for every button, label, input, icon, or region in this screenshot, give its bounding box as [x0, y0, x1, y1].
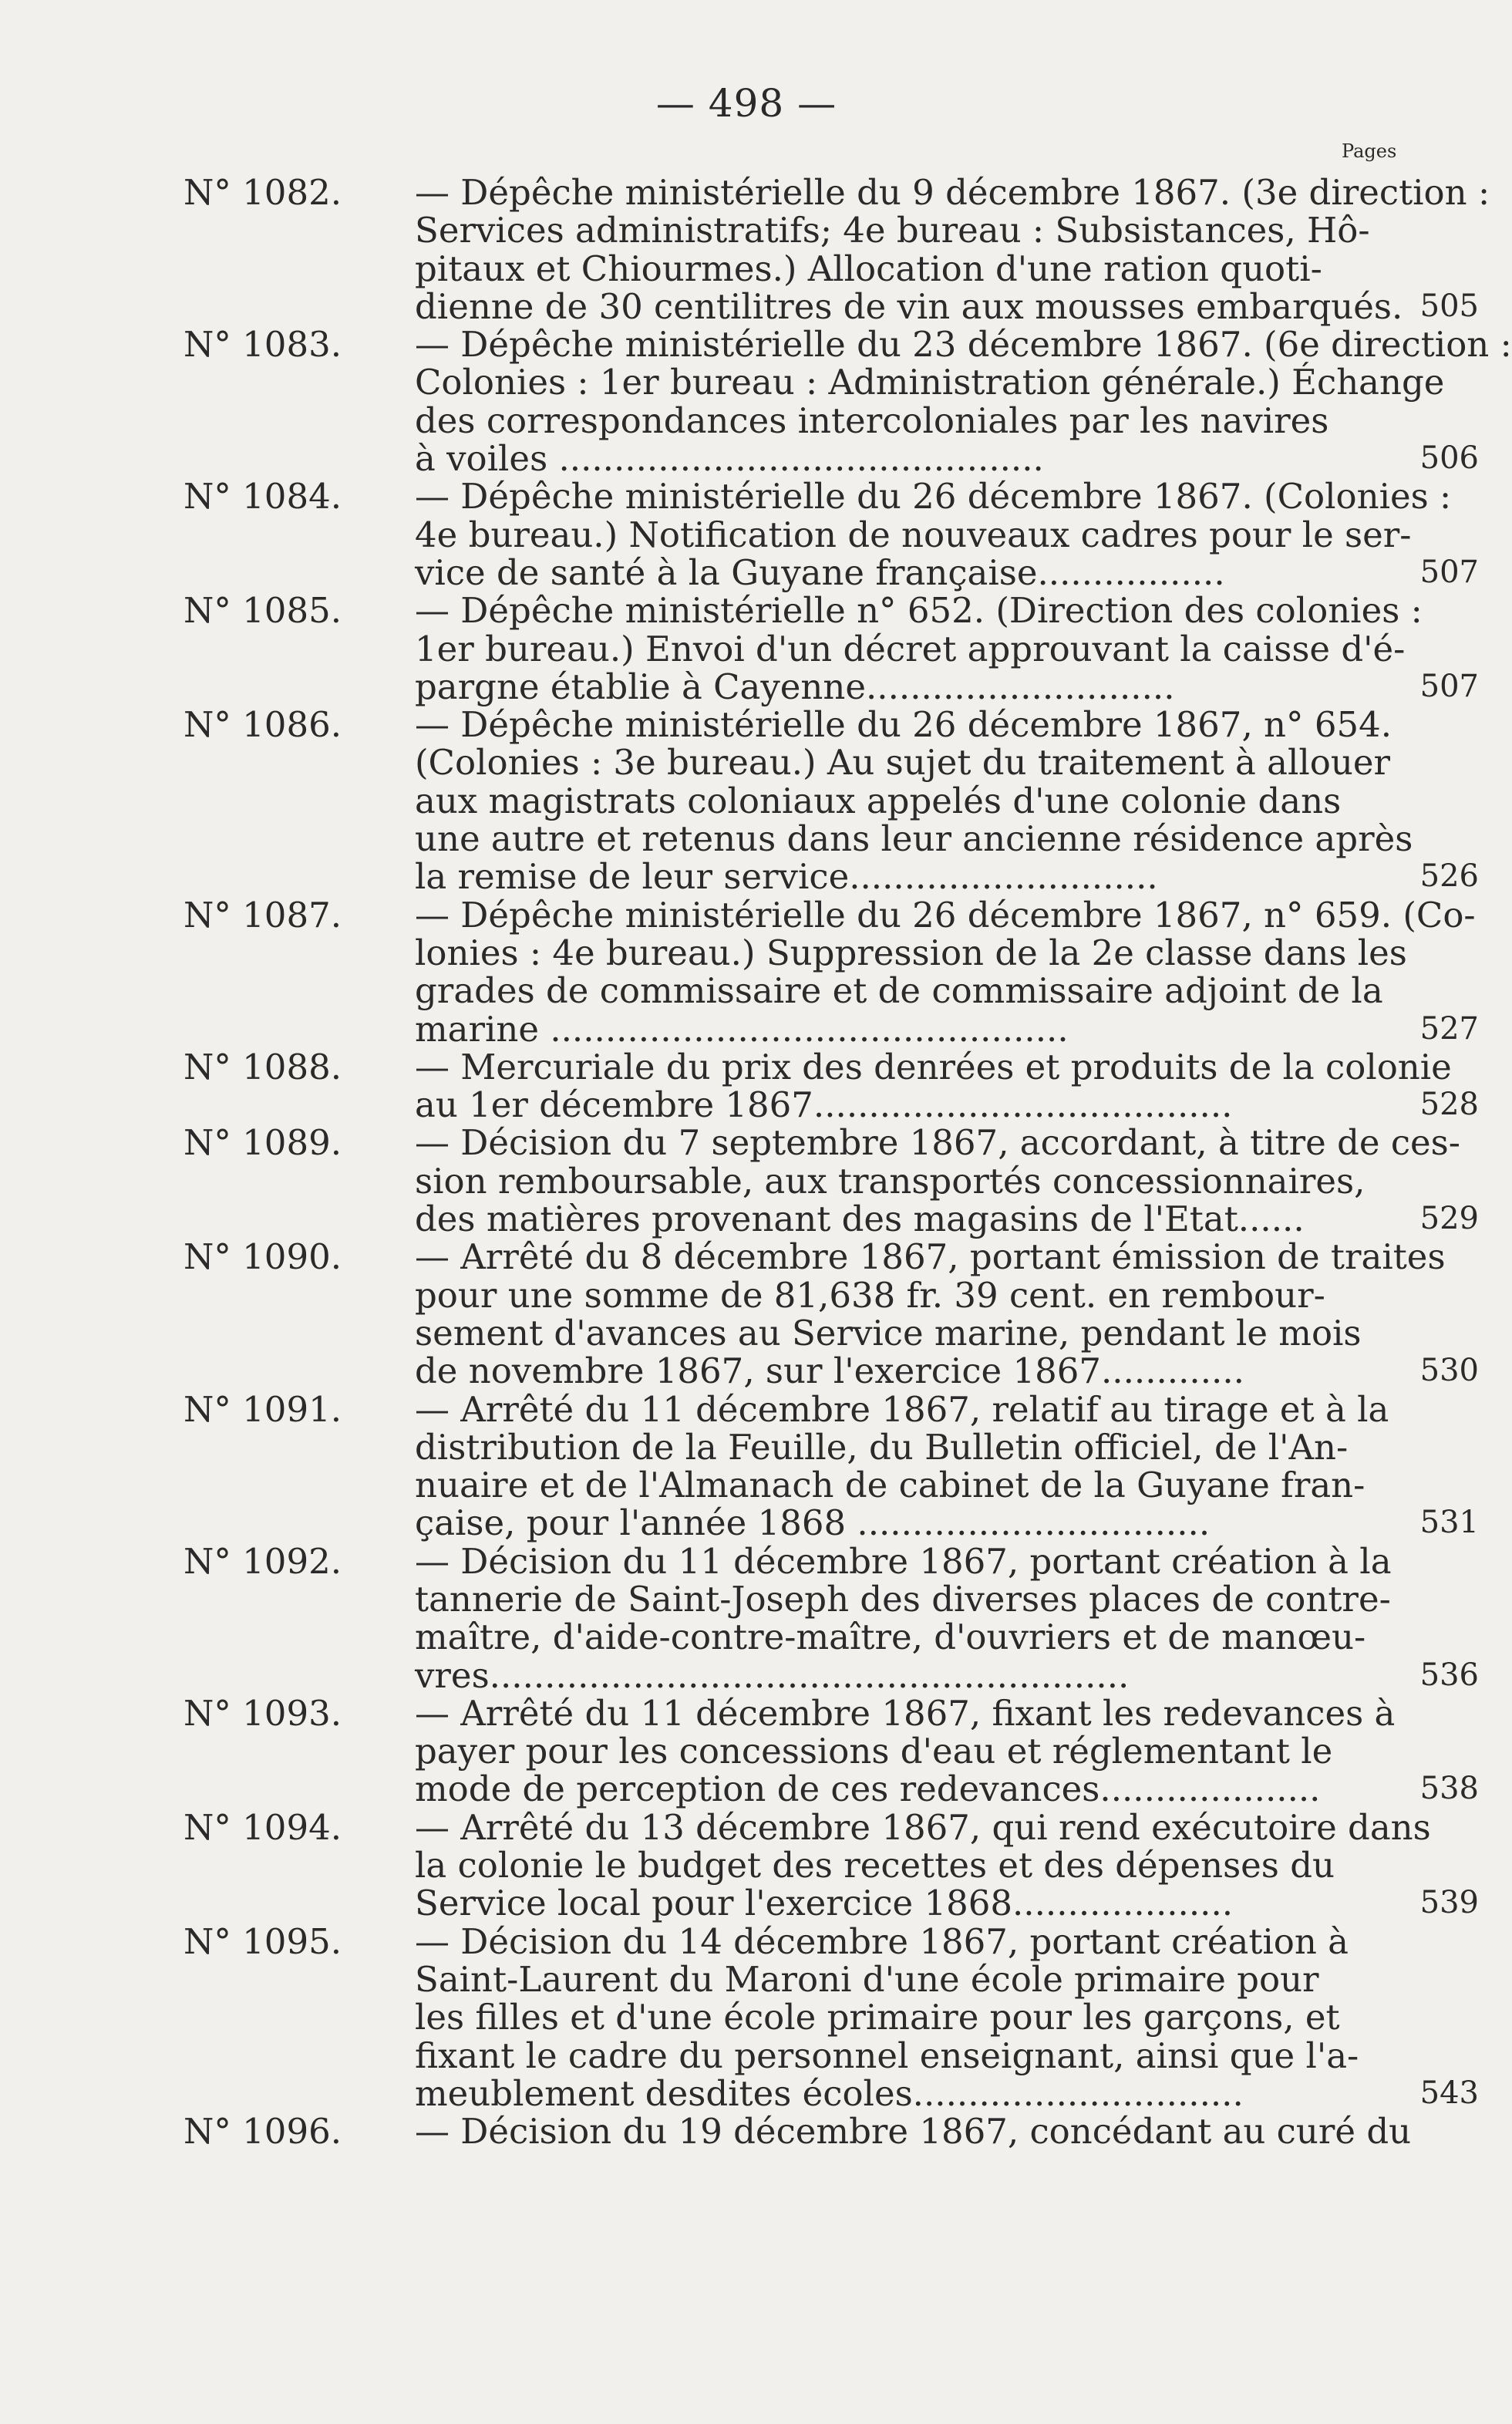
entry-item [184, 476, 1479, 593]
entry-page-reference: 506 [1419, 440, 1479, 477]
entry-text: grades de commissaire et de commissaire adjoint de la [415, 970, 1383, 1012]
entry-page-reference: 531 [1419, 1505, 1479, 1541]
entry-line [184, 2111, 1412, 2153]
entry-line [184, 856, 1386, 898]
entry-number: N° 1089. [184, 1122, 342, 1164]
entry-line [184, 628, 1406, 669]
entry-text: meublement desdites écoles.............................. [415, 2072, 1244, 2114]
entry-line [184, 1010, 1386, 1048]
entry-line [184, 1920, 1386, 1962]
entry-number: N° 1090. [184, 1236, 342, 1278]
entry-text: Service local pour l'exercice 1868.................... [415, 1883, 1234, 1924]
entry-page-reference: 543 [1419, 2075, 1479, 2111]
entry-page-reference: 507 [1419, 668, 1479, 704]
entry-line [184, 668, 1386, 706]
entry-text: Colonies : 1er bureau : Administration générale.) Échange [415, 362, 1445, 403]
entry-line [184, 1846, 1386, 1884]
entry-line [184, 1122, 1460, 1164]
pages-column-label: Pages [1342, 140, 1397, 162]
entry-line [184, 438, 1386, 480]
entry-text: la remise de leur service............................ [415, 856, 1158, 898]
entry-text: — Décision du 7 septembre 1867, accordant, à titre de ces- [415, 1122, 1460, 1164]
entry-number: N° 1088. [184, 1046, 342, 1087]
entry-line [184, 476, 1452, 518]
entry-item [184, 590, 1479, 707]
entry-item [184, 1236, 1479, 1392]
entry-number: N° 1091. [184, 1388, 342, 1430]
entry-text: — Dépêche ministérielle du 23 décembre 1867. (6e direction : [415, 324, 1512, 366]
entry-text: (Colonies : 3e bureau.) Au sujet du traitement à allouer [415, 742, 1390, 784]
entry-line [184, 1046, 1452, 1087]
entry-line [184, 172, 1490, 213]
entry-text: à voiles ............................................ [415, 438, 1044, 480]
entry-page-reference: 505 [1419, 288, 1479, 324]
entry-text: sement d'avances au Service marine, pendant le mois [415, 1312, 1362, 1354]
entry-number: N° 1092. [184, 1540, 342, 1582]
entry-line [184, 1428, 1386, 1466]
entry-line [184, 894, 1476, 936]
entry-text: lonies : 4e bureau.) Suppression de la 2e classe dans les [415, 932, 1407, 973]
entry-line [184, 1770, 1386, 1808]
entry-line [184, 2072, 1386, 2114]
entry-text: pour une somme de 81,638 fr. 39 cent. en rembour- [415, 1274, 1325, 1316]
entry-line [184, 362, 1445, 403]
entry-number: N° 1086. [184, 704, 342, 746]
entry-text: distribution de la Feuille, du Bulletin officiel, de l'An- [415, 1426, 1349, 1468]
entry-text: çaise, pour l'année 1868 ................................ [415, 1502, 1211, 1544]
entry-text: pitaux et Chiourmes.) Allocation d'une ration quoti- [415, 248, 1322, 289]
entry-text: — Décision du 14 décembre 1867, portant création à [415, 1920, 1349, 1962]
entry-line [184, 972, 1386, 1010]
entry-text: maître, d'aide-contre-maître, d'ouvriers et de manœu- [415, 1617, 1366, 1658]
entry-line [184, 1200, 1386, 1238]
entry-text: de novembre 1867, sur l'exercice 1867............. [415, 1350, 1244, 1392]
entry-item [184, 1806, 1479, 1924]
entry-item [184, 1046, 1479, 1126]
entry-page-reference: 538 [1419, 1771, 1479, 1807]
entry-text: payer pour les concessions d'eau et réglementant le [415, 1731, 1333, 1772]
entry-text: — Décision du 19 décembre 1867, concédant au curé du [415, 2111, 1412, 2153]
entry-text: pargne établie à Cayenne............................ [415, 666, 1175, 707]
entry-page-reference: 527 [1419, 1010, 1479, 1047]
entry-number: N° 1096. [184, 2111, 342, 2153]
entry-line [184, 1884, 1386, 1922]
entry-text: 1er bureau.) Envoi d'un décret approuvant la caisse d'é- [415, 628, 1406, 669]
entry-text: marine ............................................... [415, 1008, 1069, 1050]
entry-number: N° 1087. [184, 894, 342, 936]
entry-line [184, 742, 1390, 784]
entry-page-reference: 529 [1419, 1201, 1479, 1237]
entry-text: — Dépêche ministérielle du 26 décembre 1867, n° 654. [415, 704, 1392, 746]
entry-text: — Dépêche ministérielle du 9 décembre 1867. (3e direction : [415, 172, 1490, 213]
entry-line [184, 1998, 1386, 2036]
entry-page-reference: 507 [1419, 554, 1479, 590]
entry-text: tannerie de Saint-Joseph des diverses places de contre- [415, 1578, 1391, 1620]
entry-line [184, 1618, 1386, 1656]
entry-text: aux magistrats coloniaux appelés d'une colonie dans [415, 780, 1342, 821]
entries-list [184, 172, 1512, 2153]
entry-text: sion remboursable, aux transportés concessionnaires, [415, 1160, 1366, 1202]
entry-text: — Dépêche ministérielle n° 652. (Direction des colonies : [415, 590, 1423, 632]
entry-line [184, 324, 1512, 366]
entry-item [184, 2111, 1412, 2153]
entry-item [184, 1122, 1479, 1240]
entry-line [184, 211, 1386, 249]
entry-line [184, 1692, 1396, 1734]
entry-text: — Dépêche ministérielle du 26 décembre 1867, n° 659. (Co- [415, 894, 1476, 936]
entry-text: vres.......................................................... [415, 1654, 1130, 1696]
entry-text: — Décision du 11 décembre 1867, portant création à la [415, 1540, 1392, 1582]
entry-item [184, 324, 1512, 480]
entry-text: 4e bureau.) Notification de nouveaux cadres pour le ser- [415, 514, 1412, 555]
entry-number: N° 1082. [184, 172, 342, 213]
entry-number: N° 1095. [184, 1920, 342, 1962]
entry-line [184, 1578, 1391, 1620]
entry-page-reference: 539 [1419, 1885, 1479, 1921]
entry-line [184, 1314, 1386, 1352]
entry-line [184, 402, 1386, 440]
entry-number: N° 1094. [184, 1806, 342, 1848]
entry-line [184, 1654, 1386, 1696]
entry-text: — Arrêté du 13 décembre 1867, qui rend exécutoire dans [415, 1806, 1431, 1848]
entry-line [184, 1162, 1386, 1200]
entry-text: — Arrêté du 11 décembre 1867, relatif au tirage et à la [415, 1388, 1389, 1430]
entry-line [184, 1466, 1386, 1504]
entry-line [184, 1388, 1389, 1430]
entry-page-reference: 536 [1419, 1657, 1479, 1693]
entry-page-reference: 526 [1419, 858, 1479, 895]
entry-text: — Mercuriale du prix des denrées et produits de la colonie [415, 1046, 1452, 1087]
entry-item [184, 894, 1479, 1050]
entry-line [184, 551, 1386, 593]
entry-item [184, 1692, 1479, 1810]
entry-text: — Arrêté du 11 décembre 1867, fixant les redevances à [415, 1692, 1396, 1734]
entry-line [184, 1806, 1431, 1848]
entry-text: fixant le cadre du personnel enseignant, ainsi que l'a- [415, 2035, 1359, 2076]
entry-line [184, 2037, 1386, 2075]
entry-text: au 1er décembre 1867...................................... [415, 1084, 1233, 1126]
entry-text: nuaire et de l'Almanach de cabinet de la Guyane fran- [415, 1465, 1366, 1506]
entry-line [184, 1086, 1386, 1124]
entry-line [184, 704, 1392, 746]
entry-line [184, 1540, 1392, 1582]
entry-text: Saint-Laurent du Maroni d'une école primaire pour [415, 1958, 1319, 2000]
entry-line [184, 818, 1413, 860]
entry-text: les filles et d'une école primaire pour les garçons, et [415, 1997, 1340, 2038]
entry-line [184, 285, 1403, 327]
entry-text: des correspondances intercoloniales par les navires [415, 400, 1329, 441]
entry-line [184, 782, 1386, 820]
entry-page-reference: 528 [1419, 1087, 1479, 1123]
entry-text: dienne de 30 centilitres de vin aux mousses embarqués. [415, 285, 1403, 327]
entry-item [184, 1540, 1479, 1696]
entry-line [184, 1236, 1446, 1278]
entry-text: la colonie le budget des recettes et des dépenses du [415, 1845, 1335, 1886]
entry-item [184, 704, 1479, 898]
entry-number: N° 1093. [184, 1692, 342, 1734]
entry-text: des matières provenant des magasins de l'Etat...... [415, 1199, 1305, 1240]
entry-line [184, 514, 1412, 555]
entry-text: — Dépêche ministérielle du 26 décembre 1867. (Colonies : [415, 476, 1452, 518]
entry-number: N° 1085. [184, 590, 342, 632]
entry-number: N° 1084. [184, 476, 342, 518]
entry-text: mode de perception de ces redevances.................... [415, 1768, 1321, 1810]
entry-page-reference: 530 [1419, 1353, 1479, 1389]
entry-line [184, 1352, 1386, 1390]
entry-line [184, 1732, 1386, 1770]
entry-line [184, 1276, 1386, 1314]
entry-text: — Arrêté du 8 décembre 1867, portant émission de traites [415, 1236, 1446, 1278]
entry-number: N° 1083. [184, 324, 342, 366]
entry-line [184, 1504, 1386, 1542]
entry-line [184, 250, 1386, 288]
entry-item [184, 1388, 1479, 1544]
entry-line [184, 1960, 1386, 1998]
entry-line [184, 590, 1423, 632]
entry-text: une autre et retenus dans leur ancienne résidence après [415, 818, 1413, 860]
entry-item [184, 1920, 1479, 2114]
entry-text: Services administratifs; 4e bureau : Subsistances, Hô- [415, 210, 1370, 251]
page-number: — 498 — [655, 81, 837, 126]
entry-text: vice de santé à la Guyane française................. [415, 551, 1225, 593]
entry-line [184, 932, 1407, 973]
entry-item [184, 172, 1490, 327]
